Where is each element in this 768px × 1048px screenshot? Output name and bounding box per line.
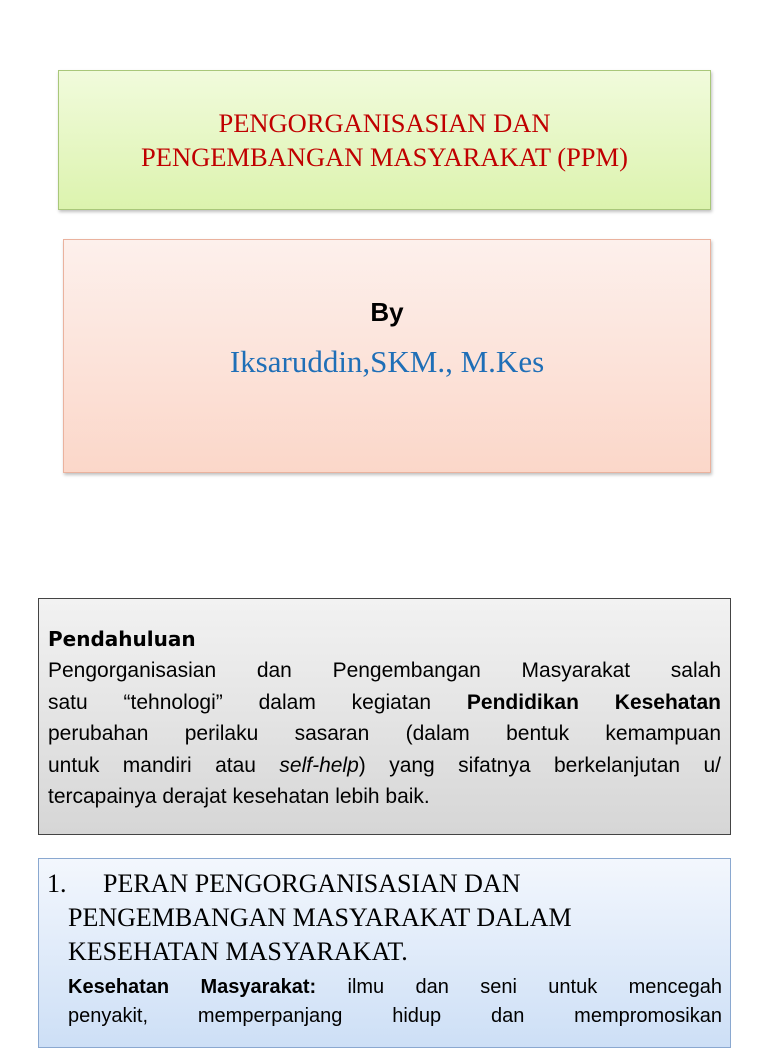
intro-line-4-tail: ) yang sifatnya berkelanjutan u/ (358, 753, 721, 777)
section-definition (47, 973, 722, 1031)
intro-emphasis-self-help: self-help (279, 753, 359, 777)
intro-emphasis-pendidikan-kesehatan: Pendidikan Kesehatan (466, 690, 721, 714)
intro-box (38, 598, 731, 835)
intro-line-4-text: untuk mandiri atau (48, 753, 280, 777)
by-label: By (370, 297, 404, 327)
title-box (58, 70, 711, 210)
definition-line-1 (68, 973, 722, 1002)
intro-paragraph (48, 655, 721, 813)
author-box (63, 239, 711, 473)
definition-line-1-text: ilmu dan seni untuk mencegah (316, 976, 722, 998)
section-number: 1. (47, 869, 67, 898)
intro-line-1: Pengorganisasian dan Pengembangan Masyarakat salah (48, 659, 721, 682)
author-name: Iksaruddin,SKM., M.Kes (229, 344, 545, 379)
section-heading (47, 867, 722, 969)
title-line-1: PENGORGANISASIAN DAN (218, 108, 551, 138)
intro-line-4 (48, 750, 721, 782)
intro-line-3: perubahan perilaku sasaran (dalam bentuk kemampuan (48, 722, 721, 745)
intro-line-2-text: satu “tehnologi” dalam kegiatan (48, 690, 467, 714)
intro-heading: Pendahuluan (48, 627, 196, 651)
section-heading-line-1 (47, 867, 722, 901)
title-line-2: PENGEMBANGAN MASYARAKAT (PPM) (141, 142, 628, 172)
section-heading-line-2: PENGEMBANGAN MASYARAKAT DALAM (68, 903, 572, 932)
definition-term: Kesehatan Masyarakat: (68, 976, 317, 998)
intro-line-2 (48, 687, 721, 719)
section-box (38, 858, 731, 1048)
definition-line-2: penyakit, memperpanjang hidup dan mempromosikan (68, 1005, 722, 1027)
section-heading-line-3: KESEHATAN MASYARAKAT. (68, 937, 408, 966)
section-heading-text-1: PERAN PENGORGANISASIAN DAN (103, 869, 521, 898)
intro-line-5: tercapainya derajat kesehatan lebih baik. (48, 785, 430, 808)
